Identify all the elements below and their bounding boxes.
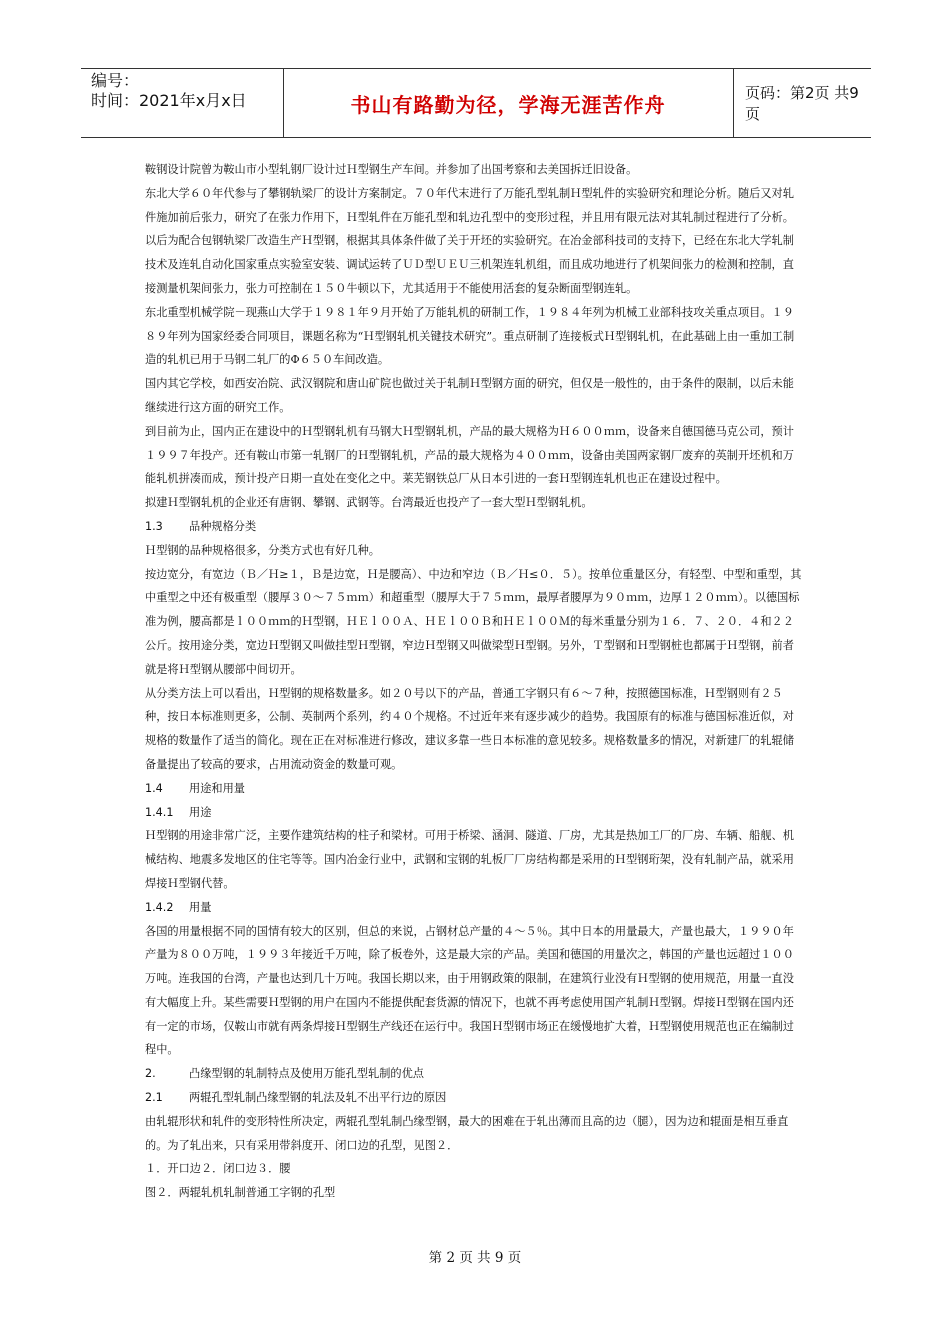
section-number: 2.1 (145, 1091, 163, 1105)
body-paragraph: 按边宽分，有宽边（Ｂ／Ｈ≥１，Ｂ是边宽，Ｈ是腰高）、中边和窄边（Ｂ／Ｈ≤０．５）。按单位重量区分，有轻型、中型和重型，其中重型之中还有极重型（腰厚３０～７５ｍｍ）和超重型（腰厚大于７５ｍｍ，最厚者腰厚为９０ｍｍ，边厚１２０ｍｍ）。以德国标准为例，腰高都是ｌ００ｍｍ的Ｈ型钢，ＨＥｌ００Ａ、ＨＥｌ００Ｂ和ＨＥｌ００Ｍ的每米重量分别为１６．７、２０．４和２２公斤。按用途分类，宽边Ｈ型钢又叫做挂型Ｈ型钢，窄边Ｈ型钢又叫做梁型Ｈ型钢。另外，Ｔ型钢和Ｈ型钢桩也都属于Ｈ型钢，前者就是将Ｈ型钢从腰部中间切开。 (145, 567, 802, 676)
body-paragraph: １．开口边２．闭口边３．腰 (145, 1162, 291, 1176)
header-motto: 书山有路勤为径，学海无涯苦作舟 (283, 69, 734, 137)
body-paragraph: 由轧辊形状和轧件的变形特性所决定，两辊孔型轧制凸缘型钢，最大的困难在于轧出薄而且高的边（腿），因为边和辊面是相互垂直的。为了轧出来，只有采用带斜度开、闭口边的孔型，见图２． (145, 1114, 789, 1152)
body-paragraph: 图２．两辊轧机轧制普通工字钢的孔型 (145, 1186, 336, 1200)
section-heading (145, 777, 805, 801)
code-label: 编号： (91, 71, 140, 90)
date-label: 时间：2021年x月x日 (91, 91, 247, 110)
body-paragraph: Ｈ型钢的用途非常广泛，主要作建筑结构的柱子和梁材。可用于桥梁、涵洞、隧道、厂房，尤其是热加工厂的厂房、车辆、船舰、机械结构、地震多发地区的住宅等等。国内冶金行业中，武钢和宝钢的轧板厂厂房结构都是采用的Ｈ型钢珩架，没有轧制产品，就采用焊接Ｈ型钢代替。 (145, 829, 794, 890)
page-footer: 第 2 页 共 9 页 (428, 1250, 522, 1266)
body-paragraph: 国内其它学校，如西安冶院、武汉钢院和唐山矿院也做过关于轧制Ｈ型钢方面的研究，但仅是一般性的，由于条件的限制，以后未能继续进行这方面的研究工作。 (145, 377, 794, 414)
body-paragraph: 从分类方法上可以看出，Ｈ型钢的规格数量多。如２０号以下的产品，普通工字钢只有６～７种，按照德国标准，Ｈ型钢则有２５种，按日本标准则更多，公制、英制两个系列，约４０个规格。不过近年来有逐步减少的趋势。我国原有的标准与德国标准近似，对规格的数量作了适当的简化。现在正在对标准进行修改，建议多靠一些日本标准的意见较多。规格数量多的情况，对新建厂的轧辊储备量提出了较高的要求，占用流动资金的数量可观。 (145, 686, 794, 771)
section-title: 两辊孔型轧制凸缘型钢的轧法及轧不出平行边的原因 (189, 1091, 447, 1105)
section-heading (145, 515, 805, 539)
section-number: 1.3 (145, 519, 163, 533)
body-paragraph: 各国的用量根据不同的国情有较大的区别，但总的来说，占钢材总产量的４～５％。其中日本的用量最大，产量也最大，１９９０年产量为８００万吨，１９９３年接近千万吨，除了板卷外，这是最大宗的产品。美国和德国的用量次之，韩国的产量也远超过１００万吨。连我国的台湾，产量也达到几十万吨。我国长期以来，由于用钢政策的限制，在建筑行业没有Ｈ型钢的使用规范，用量一直没有大幅度上升。某些需要Ｈ型钢的用户在国内不能提供配套货源的情况下，也就不再考虑使用国产轧制Ｈ型钢。焊接Ｈ型钢在国内还有一定的市场，仅鞍山市就有两条焊接Ｈ型钢生产线还在运行中。我国Ｈ型钢市场正在缓慢地扩大着，Ｈ型钢使用规范也正在编制过程中。 (145, 924, 794, 1057)
body-paragraph: 到目前为止，国内正在建设中的Ｈ型钢轧机有马钢大Ｈ型钢轧机，产品的最大规格为Ｈ６００ｍｍ，设备来自德国德马克公司，预计１９９７年投产。还有鞍山市第一轧钢厂的Ｈ型钢轧机，产品的最大规格为４００ｍｍ，设备由美国两家钢厂废弃的英制开坯机和万能轧机拼凑而成，预计投产日期一直处在变化之中。莱芜钢铁总厂从日本引进的一套Ｈ型钢连轧机也正在建设过程中。 (145, 424, 794, 486)
section-title: 用量 (189, 900, 212, 914)
section-number: 1.4.1 (145, 805, 174, 819)
document-body (145, 158, 805, 1205)
section-number: 1.4.2 (145, 900, 174, 914)
section-title: 凸缘型钢的轧制特点及使用万能孔型轧制的优点 (189, 1067, 424, 1081)
body-paragraph: 鞍钢设计院曾为鞍山市小型轧钢厂设计过Ｈ型钢生产车间。并参加了出国考察和去美国拆迁旧设备。 (145, 163, 638, 176)
section-heading (145, 896, 805, 920)
section-number: 1.4 (145, 781, 163, 795)
body-paragraph: 东北大学６０年代参与了攀钢轨梁厂的设计方案制定。７０年代末进行了万能孔型轧制Ｈ型轧件的实验研究和理论分析。随后又对轧件施加前后张力，研究了在张力作用下，Ｈ型轧件在万能孔型和轧边孔型中的变形过程，并且用有限元法对其轧制过程进行了分析。以后为配合包钢轨梁厂改造生产Ｈ型钢，根据其具体条件做了关于开坯的实验研究。在冶金部科技司的支持下，已经在东北大学轧制技术及连轧自动化国家重点实验室安装、调试运转了ＵＤ型ＵＥＵ三机架连轧机组，而且成功地进行了机架间张力的检测和控制，直接测量机架间张力，张力可控制在１５０牛顿以下，尤其适用于不能使用活套的复杂断面型钢连轧。 (145, 186, 794, 295)
section-title: 品种规格分类 (189, 519, 257, 533)
header-meta (81, 69, 284, 137)
header-page-label: 页码：第2页 共9页 (745, 84, 859, 123)
section-heading (145, 1062, 805, 1086)
section-number: 2. (145, 1067, 156, 1081)
section-heading (145, 1086, 805, 1110)
body-paragraph: Ｈ型钢的品种规格很多，分类方式也有好几种。 (145, 543, 380, 557)
section-heading (145, 801, 805, 825)
body-paragraph: 拟建Ｈ型钢轧机的企业还有唐钢、攀钢、武钢等。台湾最近也投产了一套大型Ｈ型钢轧机。 (145, 496, 593, 510)
body-paragraph: 东北重型机械学院－现燕山大学于１９８１年９月开始了万能轧机的研制工作，１９８４年列为机械工业部科技攻关重点项目。１９８９年列为国家经委合同项目，课题名称为“Ｈ型钢轧机关键技术研究”。重点研制了连接板式Ｈ型钢轧机，在此基础上由一重加工制造的轧机已用于马钢二轧厂的Φ６５０车间改造。 (145, 305, 795, 367)
section-title: 用途和用量 (189, 781, 245, 795)
page-header (81, 68, 871, 138)
section-title: 用途 (189, 805, 212, 819)
